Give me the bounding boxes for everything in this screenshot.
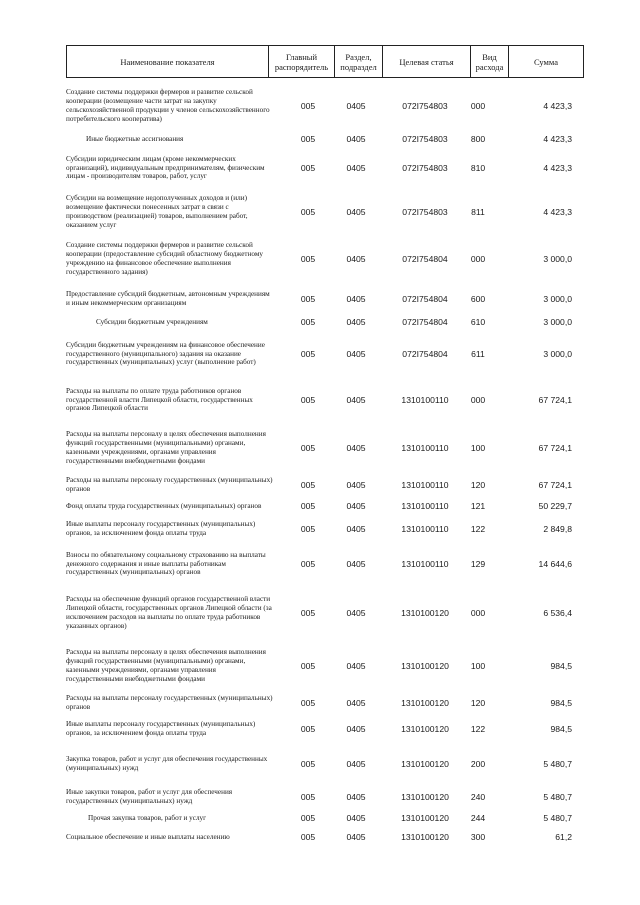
table-row [66,132,584,146]
row-name: Субсидии на возмещение недополученных доходов и (или) возмещение фактически понесенных затрат в связи с производством (реализацией) товаров, выполнением работ, оказанием услуг [66,194,248,229]
row-razdel: 0405 [346,480,366,490]
row-name: Создание системы поддержки фермеров и развитие сельской кооперации (предоставление субсидий областному бюджетному учреждению на финансовое обеспечение выполнения государственного задания) [66,241,264,276]
row-razdel: 0405 [346,792,366,802]
table-header [66,45,584,78]
row-name: Иные выплаты персоналу государственных (муниципальных) органов, за исключением фонда оплаты труда [66,520,256,537]
row-glav: 005 [300,832,316,842]
table-row [66,516,584,542]
row-name: Взносы по обязательному социальному страхованию на выплаты денежного содержания и иные выплаты работникам государственных (муниципальных) органов [66,550,266,577]
row-razdel: 0405 [346,163,366,173]
row-name: Иные выплаты персоналу государственных (муниципальных) органов, за исключением фонда оплаты труда [66,720,256,737]
row-razdel: 0405 [346,207,366,217]
table-row [66,314,584,330]
row-razdel: 0405 [346,101,366,111]
row-vid: 200 [470,759,486,769]
row-celevaya: 1310100110 [401,395,449,405]
row-summa: 14 644,6 [538,559,572,569]
row-glav: 005 [300,395,316,405]
row-summa: 3 000,0 [543,349,572,359]
row-summa: 3 000,0 [543,317,572,327]
row-glav: 005 [300,759,316,769]
row-glav: 005 [300,207,316,217]
row-name: Создание системы поддержки фермеров и развитие сельской кооперации (возмещение части затрат на закупку сельскохозяйственной продукции у членов сельскохозяйственного потребительского кооператива) [66,88,270,123]
table-row [66,422,584,474]
row-name: Расходы на выплаты персоналу государственных (муниципальных) органов [66,476,273,493]
row-celevaya: 1310100110 [401,480,449,490]
row-glav: 005 [300,480,316,490]
row-summa: 6 536,4 [543,608,572,618]
row-celevaya: 072I754803 [402,163,448,173]
row-name: Субсидии бюджетным учреждениям на финансовое обеспечение государственного (муниципального) задания на оказание государственных (муниципальных) услуг (выполнение работ) [66,340,265,367]
table-row [66,744,584,784]
row-vid: 000 [470,101,486,111]
row-celevaya: 072I754803 [402,134,448,144]
table-row [66,496,584,516]
row-razdel: 0405 [346,724,366,734]
row-name: Иные бюджетные ассигнования [86,134,184,143]
row-glav: 005 [300,101,316,111]
table-row [66,542,584,586]
row-vid: 100 [470,661,486,671]
row-name: Социальное обеспечение и иные выплаты населению [66,832,230,841]
table-row [66,810,584,826]
row-glav: 005 [300,501,316,511]
row-razdel: 0405 [346,661,366,671]
row-vid: 600 [470,294,486,304]
row-celevaya: 1310100120 [401,724,449,734]
row-celevaya: 1310100120 [401,759,449,769]
row-glav: 005 [300,163,316,173]
row-summa: 984,5 [550,698,572,708]
row-glav: 005 [300,559,316,569]
table-row [66,378,584,422]
row-vid: 811 [471,207,485,217]
row-vid: 100 [470,443,486,453]
row-glav: 005 [300,294,316,304]
row-razdel: 0405 [346,698,366,708]
row-summa: 4 423,3 [543,207,572,217]
row-summa: 3 000,0 [543,294,572,304]
table-row [66,826,584,848]
header-summa: Сумма [508,46,583,77]
row-razdel: 0405 [346,832,366,842]
row-summa: 4 423,3 [543,163,572,173]
table-row [66,692,584,714]
table-row [66,190,584,234]
table-row [66,330,584,378]
row-name: Предоставление субсидий бюджетным, автономным учреждениям и иным некоммерческим организациям [66,290,270,307]
row-celevaya: 1310100120 [401,813,449,823]
table-row [66,784,584,810]
row-summa: 984,5 [550,724,572,734]
row-razdel: 0405 [346,349,366,359]
row-celevaya: 1310100120 [401,832,449,842]
row-name: Фонд оплаты труда государственных (муниципальных) органов [66,501,262,510]
table-row [66,284,584,314]
row-celevaya: 072I754803 [402,207,448,217]
row-glav: 005 [300,317,316,327]
row-name: Закупка товаров, работ и услуг для обеспечения государственных (муниципальных) нужд [66,755,268,772]
table-row [66,474,584,496]
row-celevaya: 1310100110 [401,501,449,511]
row-celevaya: 072I754804 [402,254,448,264]
row-razdel: 0405 [346,254,366,264]
row-glav: 005 [300,698,316,708]
row-celevaya: 1310100120 [401,792,449,802]
row-glav: 005 [300,524,316,534]
row-summa: 5 480,7 [543,813,572,823]
table-row [66,146,584,190]
row-razdel: 0405 [346,443,366,453]
table-row [66,714,584,744]
row-name: Расходы на выплаты персоналу государственных (муниципальных) органов [66,694,273,711]
row-celevaya: 072I754803 [402,101,448,111]
row-vid: 122 [470,524,486,534]
row-summa: 4 423,3 [543,101,572,111]
header-vid: Вид расхода [470,46,508,77]
row-name: Расходы на выплаты персоналу в целях обеспечения выполнения функций государственными (муниципальными) органами, казенными учреждениями, органами управления государственными внебюджетными фондами [66,648,266,683]
table-row [66,234,584,284]
row-razdel: 0405 [346,608,366,618]
row-name: Расходы на выплаты по оплате труда работников органов государственной власти Липецкой области, государственных органов Липецкой области [66,386,253,413]
row-razdel: 0405 [346,317,366,327]
table-row [66,586,584,640]
row-vid: 300 [470,832,486,842]
row-glav: 005 [300,792,316,802]
row-vid: 244 [470,813,486,823]
row-vid: 121 [470,501,486,511]
row-summa: 67 724,1 [538,395,572,405]
row-summa: 5 480,7 [543,759,572,769]
row-glav: 005 [300,608,316,618]
row-celevaya: 1310100120 [401,661,449,671]
row-glav: 005 [300,349,316,359]
row-name: Иные закупки товаров, работ и услуг для обеспечения государственных (муниципальных) нужд [66,788,233,805]
row-vid: 240 [470,792,486,802]
row-glav: 005 [300,813,316,823]
row-vid: 000 [470,395,486,405]
row-razdel: 0405 [346,524,366,534]
row-celevaya: 072I754804 [402,349,448,359]
row-glav: 005 [300,134,316,144]
header-glav: Главный распорядитель [268,46,334,77]
row-summa: 4 423,3 [543,134,572,144]
header-celevaya: Целевая статья [382,46,470,77]
row-vid: 129 [470,559,486,569]
row-summa: 2 849,8 [543,524,572,534]
row-celevaya: 072I754804 [402,294,448,304]
table-row [66,640,584,692]
row-celevaya: 1310100110 [401,559,449,569]
header-name: Наименование показателя [120,56,215,67]
row-celevaya: 1310100110 [401,524,449,534]
row-vid: 120 [470,698,486,708]
row-vid: 122 [470,724,486,734]
row-vid: 000 [470,608,486,618]
row-celevaya: 1310100120 [401,698,449,708]
row-summa: 50 229,7 [538,501,572,511]
row-glav: 005 [300,443,316,453]
row-summa: 3 000,0 [543,254,572,264]
row-razdel: 0405 [346,294,366,304]
header-razdel: Раздел, подраздел [334,46,382,77]
row-celevaya: 1310100120 [401,608,449,618]
row-vid: 610 [470,317,486,327]
table-row [66,80,584,132]
row-summa: 61,2 [555,832,572,842]
row-vid: 611 [471,349,485,359]
row-razdel: 0405 [346,759,366,769]
row-vid: 810 [470,163,486,173]
row-vid: 800 [470,134,486,144]
row-razdel: 0405 [346,395,366,405]
row-celevaya: 072I754804 [402,317,448,327]
row-name: Прочая закупка товаров, работ и услуг [88,813,207,822]
row-glav: 005 [300,661,316,671]
row-razdel: 0405 [346,501,366,511]
row-razdel: 0405 [346,134,366,144]
row-glav: 005 [300,724,316,734]
row-summa: 984,5 [550,661,572,671]
row-glav: 005 [300,254,316,264]
row-summa: 67 724,1 [538,443,572,453]
row-celevaya: 1310100110 [401,443,449,453]
row-name: Субсидии юридическим лицам (кроме некоммерческих организаций), индивидуальным предпринимателям, физическим лицам - производителям товаров, работ, услуг [66,154,265,181]
row-summa: 67 724,1 [538,480,572,490]
row-name: Расходы на выплаты персоналу в целях обеспечения выполнения функций государственными (муниципальными) органами, казенными учреждениями, органами управления государственными внебюджетными фондами [66,430,266,465]
row-vid: 120 [470,480,486,490]
row-razdel: 0405 [346,559,366,569]
row-name: Расходы на обеспечение функций органов государственной власти Липецкой области, государственных органов Липецкой области (за исключением расходов на выплаты по оплате труда работников указанных органов) [66,595,272,630]
row-vid: 000 [470,254,486,264]
row-summa: 5 480,7 [543,792,572,802]
row-razdel: 0405 [346,813,366,823]
row-name: Субсидии бюджетным учреждениям [96,317,208,326]
